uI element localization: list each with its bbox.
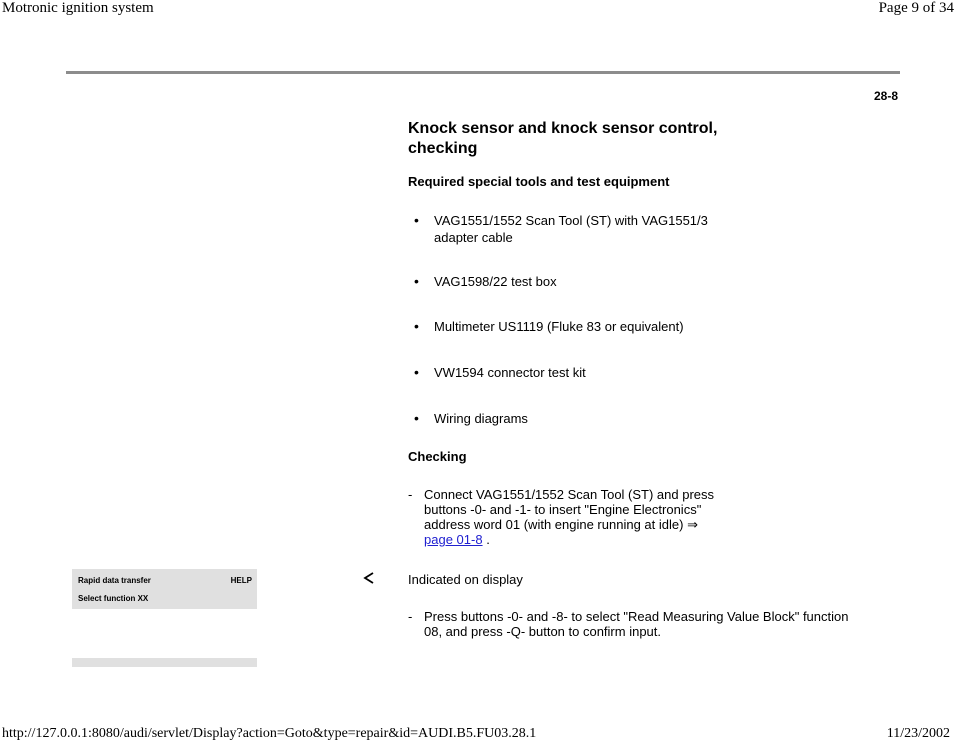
section-title: Knock sensor and knock sensor control, checking: [408, 120, 718, 157]
step-1-text: Connect VAG1551/1552 Scan Tool (ST) and press buttons -0- and -1- to insert "Engine Electronics" address word 01 (with engine running at idle) ⇒ page 01-8 .: [424, 487, 715, 547]
page-indicator: Page 9 of 34: [878, 0, 954, 16]
bullet-icon: •: [414, 212, 419, 228]
arrow-right-icon: ⇒: [687, 517, 698, 532]
footer-date: 11/23/2002: [886, 726, 950, 741]
step-2-text: Press buttons -0- and -8- to select "Read Measuring Value Block" function 08, and press -Q- button to confirm input.: [424, 609, 849, 639]
bullet-icon: •: [414, 410, 419, 426]
list-item-text: VAG1598/22 test box: [434, 274, 557, 289]
section-page-number: 28-8: [873, 89, 898, 103]
step-2: [408, 609, 868, 639]
step-dash: -: [408, 609, 413, 624]
bullet-icon: •: [414, 364, 419, 380]
header-divider: [66, 71, 900, 74]
checking-heading: Checking: [408, 449, 467, 464]
list-item: [414, 410, 734, 427]
footer-url: http://127.0.0.1:8080/audi/servlet/Display?action=Goto&type=repair&id=AUDI.B5.FU03.28.1: [2, 726, 537, 741]
bullet-icon: •: [414, 318, 419, 334]
bullet-icon: •: [414, 273, 419, 289]
list-item: [414, 364, 734, 381]
document-title: Motronic ignition system: [2, 0, 154, 16]
required-tools-heading: Required special tools and test equipment: [408, 174, 670, 189]
list-item-text: Multimeter US1119 (Fluke 83 or equivalent): [434, 319, 684, 334]
display-line-2: Select function XX: [78, 594, 149, 603]
list-item: [414, 318, 774, 335]
display-bottom-bar: [72, 658, 257, 667]
display-line-1: [78, 576, 252, 585]
list-item: [414, 212, 734, 246]
step-1: [408, 487, 728, 547]
list-item: [414, 273, 734, 290]
scan-tool-display: [72, 569, 257, 609]
indicated-on-display: Indicated on display: [408, 572, 523, 587]
list-item-text: VAG1551/1552 Scan Tool (ST) with VAG1551/3 adapter cable: [434, 213, 708, 245]
display-line-1-left: Rapid data transfer: [78, 576, 151, 585]
display-help: HELP: [230, 576, 252, 585]
list-item-text: VW1594 connector test kit: [434, 365, 586, 380]
page-01-8-link[interactable]: page 01-8: [424, 532, 483, 547]
step-dash: -: [408, 487, 413, 502]
list-item-text: Wiring diagrams: [434, 411, 528, 426]
chevron-left-icon: [363, 572, 375, 584]
